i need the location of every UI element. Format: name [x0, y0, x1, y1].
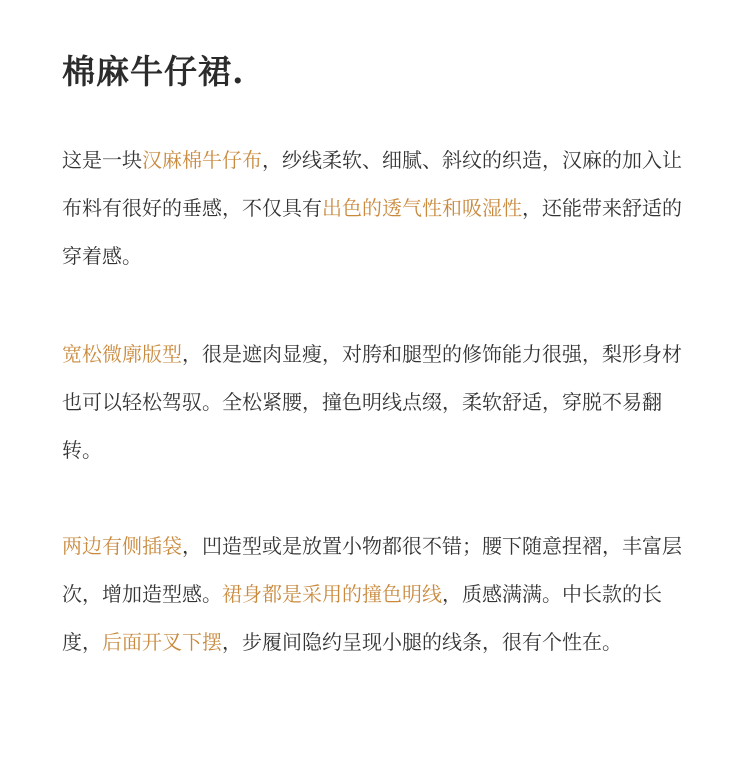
highlight-segment: 宽松微廓版型 [62, 342, 182, 366]
page-title: 棉麻牛仔裙. [62, 52, 245, 91]
text-segment: ，很是遮肉显瘦，对胯和腿型的修饰能力很强，梨形身材也可以轻松驾驭。全松紧腰，撞色明线点缀，柔软舒适，穿脱不易翻转。 [62, 342, 682, 462]
text-segment: ，还能带来舒适的穿着感。 [62, 196, 682, 268]
paragraph-details [62, 522, 682, 666]
highlight-segment: 后面开叉下摆 [102, 630, 222, 654]
paragraph-fit [62, 330, 682, 474]
highlight-segment: 裙身都是采用的撞色明线 [222, 582, 442, 606]
text-segment: ，质感满满。中长款的长度， [62, 582, 662, 654]
highlight-segment: 两边有侧插袋 [62, 534, 182, 558]
text-segment: ，步履间隐约呈现小腿的线条，很有个性在。 [222, 630, 622, 654]
text-segment: ，纱线柔软、细腻、斜纹的织造，汉麻的加入让布料有很好的垂感，不仅具有 [62, 148, 682, 220]
highlight-segment: 汉麻棉牛仔布 [142, 148, 262, 172]
text-segment: ，凹造型或是放置小物都很不错；腰下随意捏褶，丰富层次，增加造型感。 [62, 534, 682, 606]
text-segment: 这是一块 [62, 148, 142, 172]
paragraph-fabric [62, 136, 682, 280]
highlight-segment: 出色的透气性和吸湿性 [322, 196, 522, 220]
